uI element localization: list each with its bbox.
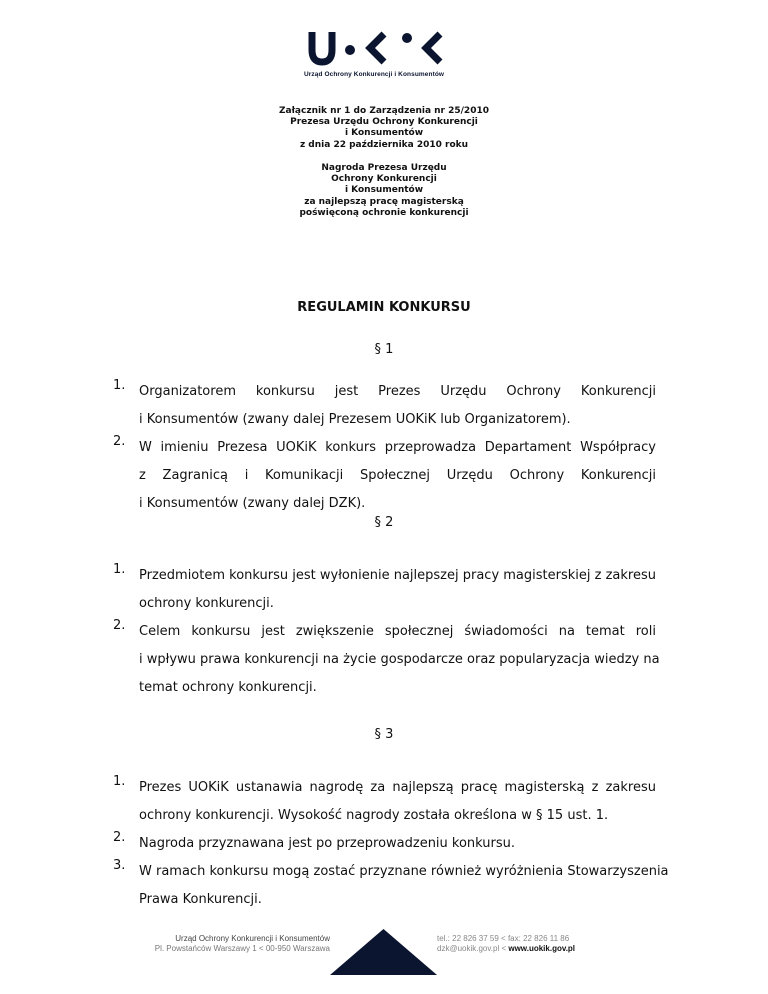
item-number: 1. [113,774,126,789]
list-item [113,618,660,702]
footer-org: Urząd Ochrony Konkurencji i Konsumentów [175,934,330,943]
footer-contact [437,934,575,954]
item-line: z Zagranicą i Komunikacji Społecznej Urzędu Ochrony Konkurencji [139,468,656,483]
footer-website-link[interactable]: www.uokik.gov.pl [508,944,576,953]
footer-email[interactable]: dzk@uokik.gov.pl < [437,944,507,953]
list-item [113,562,656,618]
header-line: z dnia 22 października 2010 roku [299,139,469,150]
item-line: i Konsumentów (zwany dalej DZK). [139,496,366,511]
header-line: Załącznik nr 1 do Zarządzenia nr 25/2010 [278,106,489,116]
section-heading: § 3 [374,727,394,742]
list-item [113,774,656,830]
section-heading: § 1 [374,342,394,357]
item-number: 1. [113,562,126,577]
item-number: 2. [113,434,126,449]
logo-subtitle: Urząd Ochrony Konkurencji i Konsumentów [304,71,445,78]
item-line: i wpływu prawa konkurencji na życie gospodarcze oraz popularyzacja wiedzy na [139,652,660,667]
list-item [113,434,656,518]
list-item [113,378,656,434]
item-line: Celem konkursu jest zwiększenie społecznej świadomości na temat roli [139,624,656,639]
header-line: i Konsumentów [344,128,424,139]
item-number: 2. [113,830,126,845]
footer-triangle-icon [330,929,437,975]
item-line: W imieniu Prezesa UOKiK konkurs przeprowadza Departament Współpracy [139,440,656,455]
document-title: REGULAMIN KONKURSU [297,300,471,315]
item-line: temat ochrony konkurencji. [139,680,317,695]
item-number: 1. [113,378,126,393]
item-line: Nagroda przyznawana jest po przeprowadzeniu konkursu. [139,836,516,851]
header-line: Ochrony Konkurencji [331,174,437,185]
header-line: za najlepszą pracę magisterską [304,196,464,207]
footer-street: Pl. Powstańców Warszawy 1 < 00-950 Warszawa [154,944,330,953]
list-item [113,858,669,914]
item-line: Organizatorem konkursu jest Prezes Urzędu Ochrony Konkurencji [139,384,656,399]
header-line: i Konsumentów [344,185,424,196]
header-line: Prezesa Urzędu Ochrony Konkurencji [290,117,478,128]
section-heading: § 2 [374,515,394,530]
list-item [113,830,656,858]
item-line: Przedmiotem konkursu jest wyłonienie najlepszej pracy magisterskiej z zakresu [139,568,656,583]
footer-phone: tel.: 22 826 37 59 < fax: 22 826 11 86 [437,934,570,943]
item-line: Prawa Konkurencji. [139,892,262,907]
header-line: poświęconą ochronie konkurencji [299,207,469,218]
annex-header [0,106,768,151]
item-line: ochrony konkurencji. [139,596,274,611]
item-number: 3. [113,858,126,873]
item-line: W ramach konkursu mogą zostać przyznane również wyróżnienia Stowarzyszenia [139,864,669,879]
footer-address [155,934,330,954]
item-line: Prezes UOKiK ustanawia nagrodę za najlepszą pracę magisterską z zakresu [139,780,656,795]
item-line: i Konsumentów (zwany dalej Prezesem UOKiK lub Organizatorem). [139,412,571,427]
award-header [0,163,768,219]
item-number: 2. [113,618,126,633]
header-line: Nagroda Prezesa Urzędu [321,163,447,173]
item-line: ochrony konkurencji. Wysokość nagrody została określona w § 15 ust. 1. [139,808,609,823]
